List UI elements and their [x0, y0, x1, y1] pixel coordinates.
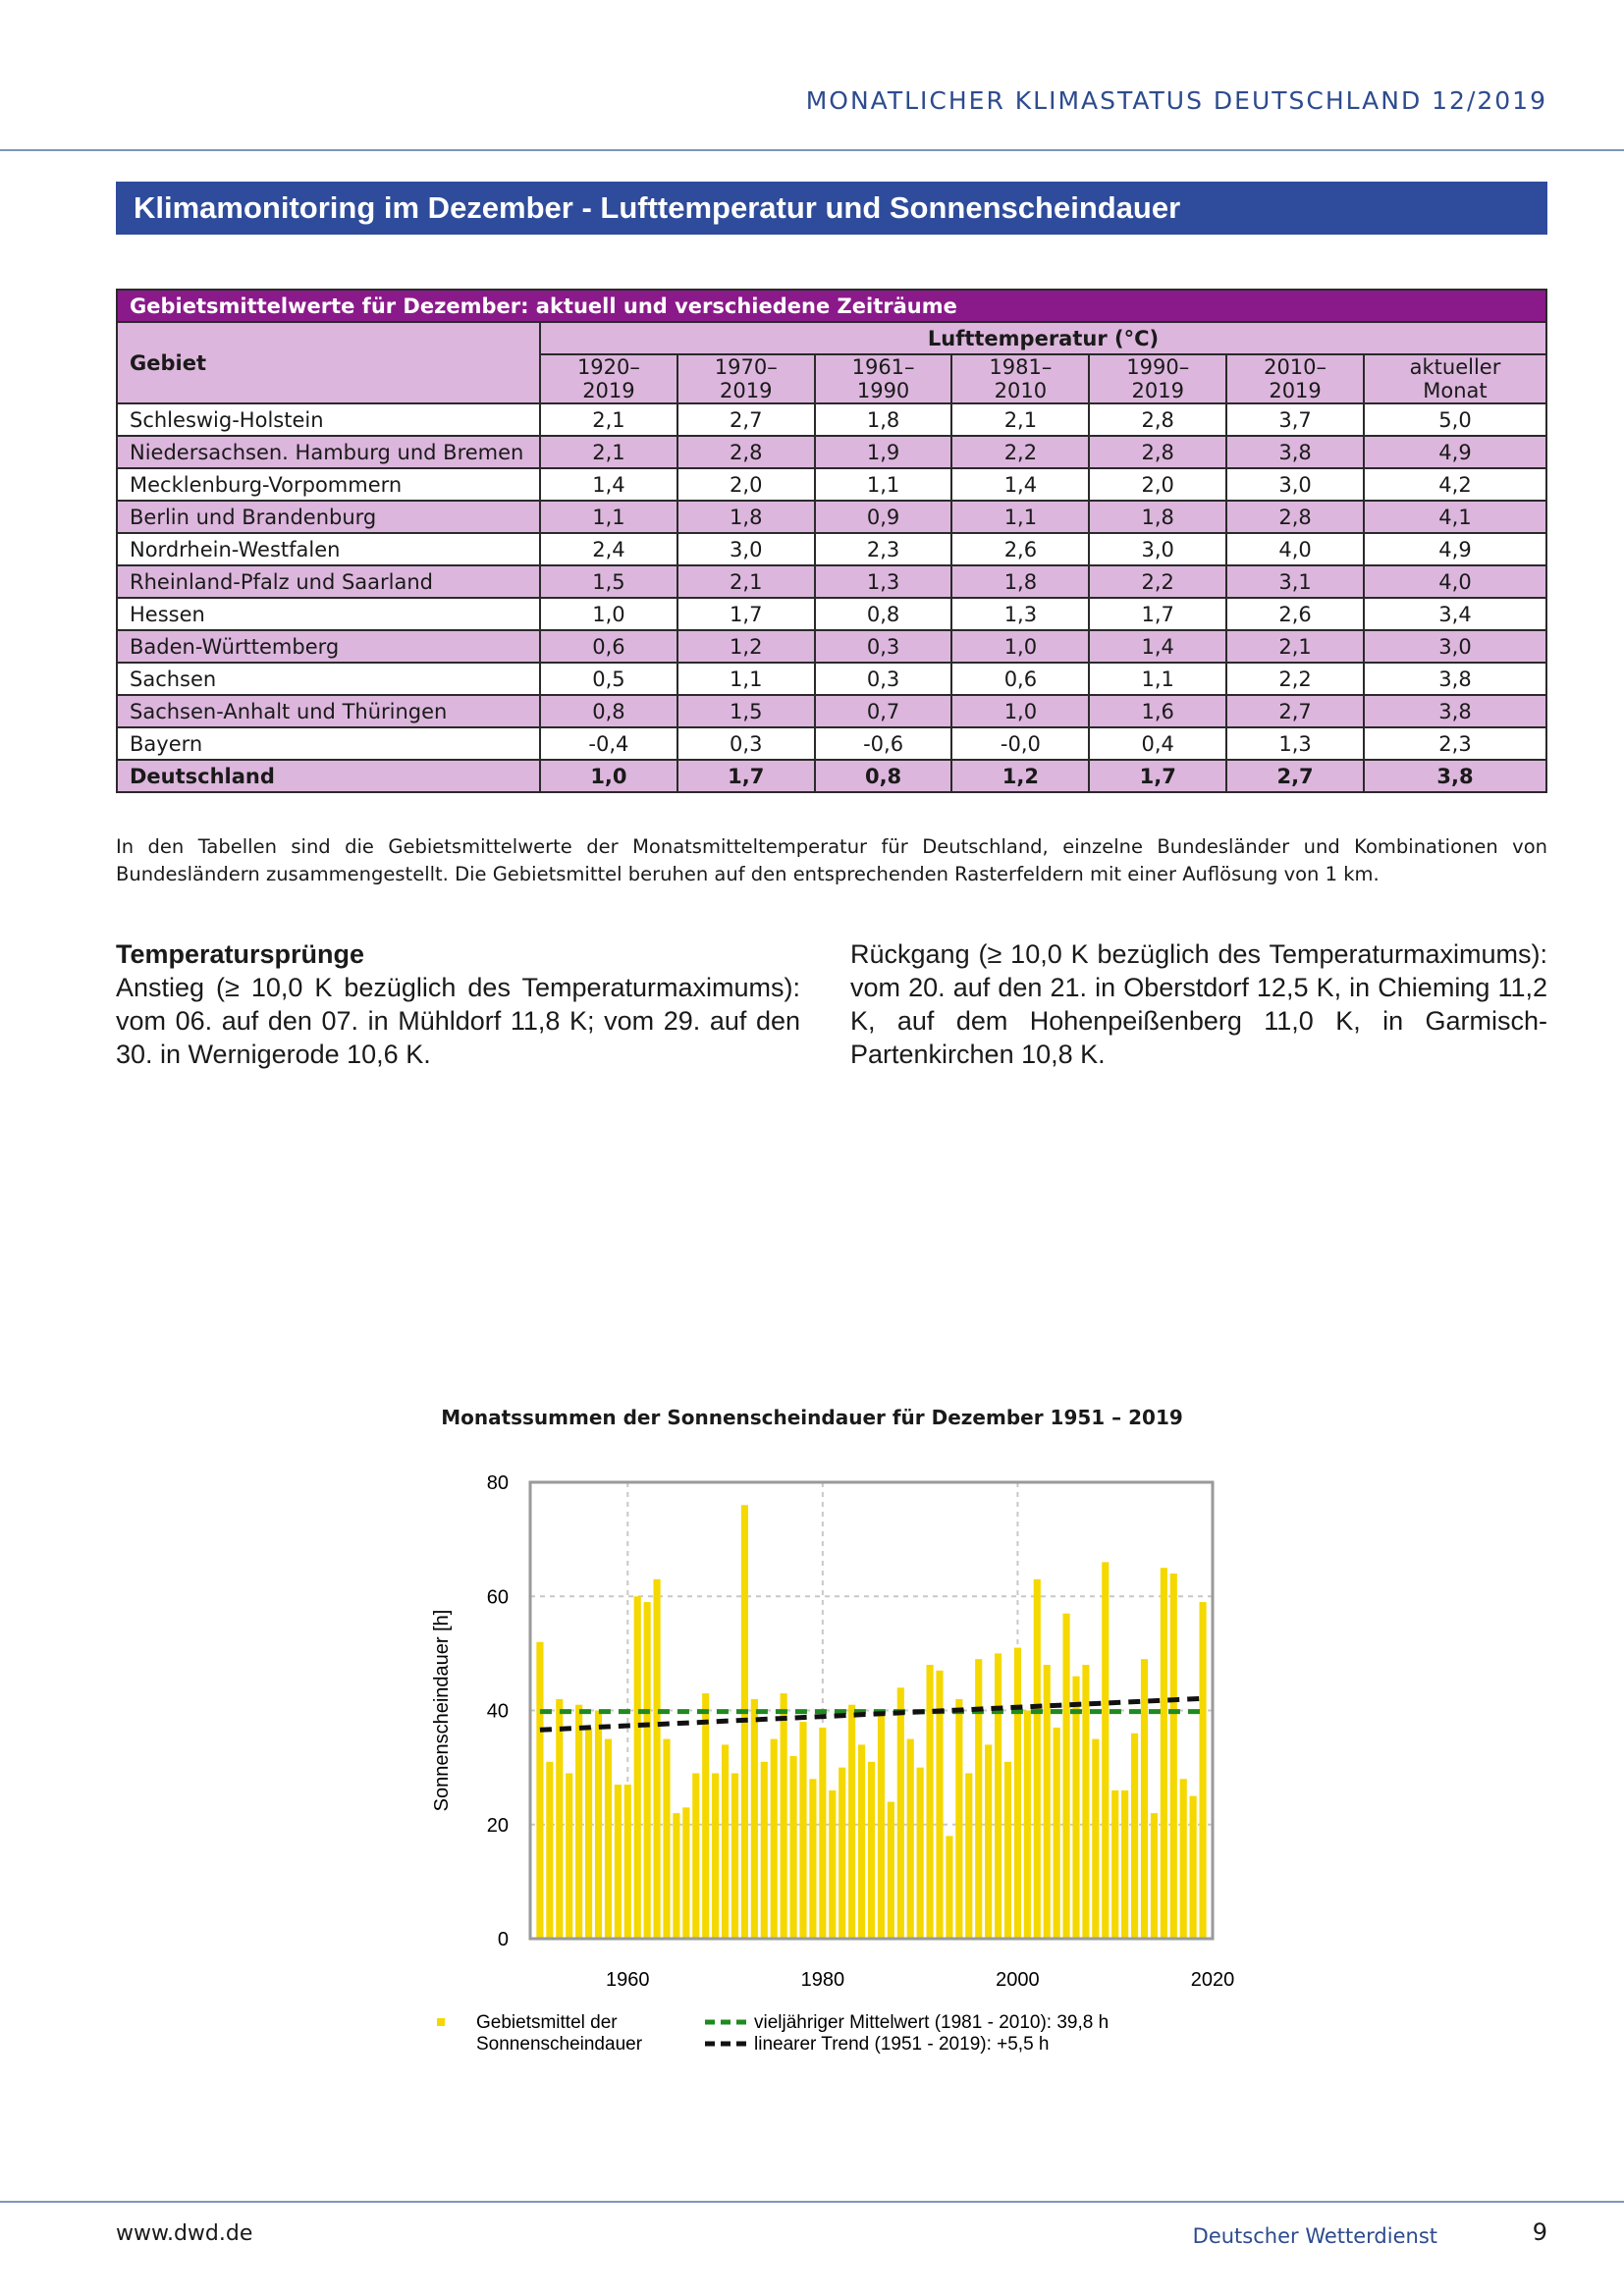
- jumps-rise-column: [116, 937, 800, 1071]
- value-cell: 1,1: [1089, 663, 1226, 695]
- period-column-header: aktueller Monat: [1364, 354, 1546, 403]
- chart-bar: [839, 1768, 845, 1939]
- table-row: [117, 760, 1546, 792]
- chart-bar: [946, 1836, 952, 1939]
- chart-bar: [1004, 1762, 1011, 1939]
- value-cell: 1,0: [951, 695, 1089, 727]
- region-cell: Berlin und Brandenburg: [117, 501, 540, 533]
- x-tick-label: 1960: [606, 1969, 650, 1991]
- legend-label: linearer Trend (1951 - 2019): +5,5 h: [754, 2034, 1050, 2055]
- chart-bar: [1170, 1574, 1177, 1939]
- period-column-header: 1981–2010: [951, 354, 1089, 403]
- chart-bar: [897, 1687, 904, 1939]
- chart-bar: [955, 1699, 962, 1939]
- chart-bar: [536, 1642, 543, 1939]
- chart-bar: [868, 1762, 875, 1939]
- jumps-fall-text: Rückgang (≥ 10,0 K bezüglich des Temperaturmaximums): vom 20. auf den 21. in Oberstdorf 12,5 K, in Chieming 11,2 K, auf dem Hohenpeißenberg 11,0 K, in Garmisch-Partenkirchen 10,8 K.: [850, 939, 1547, 1069]
- value-cell: 2,1: [1226, 630, 1364, 663]
- value-cell: 0,6: [540, 630, 677, 663]
- chart-bar: [1141, 1659, 1148, 1939]
- chart-bar: [878, 1711, 885, 1940]
- value-cell: -0,4: [540, 727, 677, 760]
- table-row: [117, 663, 1546, 695]
- period-column-header: 1961–1990: [815, 354, 952, 403]
- chart-bar: [653, 1579, 660, 1939]
- value-cell: 1,4: [1089, 630, 1226, 663]
- value-cell: 3,0: [1364, 630, 1546, 663]
- jumps-heading: Temperatursprünge: [116, 939, 365, 969]
- chart-bar: [1054, 1728, 1060, 1939]
- table-row: [117, 403, 1546, 436]
- table-caption-row: [117, 290, 1546, 322]
- table-note: In den Tabellen sind die Gebietsmittelwerte der Monatsmitteltemperatur für Deutschland, einzelne Bundesländer und Kombinationen von Bundesländern zusammengestellt. Die Gebietsmittel beruhen auf den entsprechenden Rasterfeldern mit einer Auflösung von 1 km.: [116, 835, 1547, 885]
- chart-bar: [965, 1773, 972, 1939]
- chart-bar: [692, 1773, 699, 1939]
- value-cell: 2,8: [1226, 501, 1364, 533]
- value-cell: 2,0: [1089, 468, 1226, 501]
- value-cell: 1,7: [677, 760, 815, 792]
- value-cell: 0,7: [815, 695, 952, 727]
- chart-title: Monatssummen der Sonnenscheindauer für Dezember 1951 – 2019: [441, 1406, 1183, 1429]
- value-cell: 0,9: [815, 501, 952, 533]
- sunshine-chart: [422, 1453, 1257, 2081]
- y-tick-label: 80: [486, 1472, 509, 1494]
- table-row: [117, 533, 1546, 565]
- value-cell: 3,8: [1364, 695, 1546, 727]
- value-cell: 1,7: [1089, 598, 1226, 630]
- value-cell: 2,3: [815, 533, 952, 565]
- chart-bar: [712, 1773, 719, 1939]
- value-cell: 1,0: [540, 760, 677, 792]
- chart-bar: [575, 1705, 582, 1939]
- value-cell: 2,6: [1226, 598, 1364, 630]
- chart-bar: [799, 1722, 806, 1939]
- jumps-fall-column: [850, 937, 1547, 1071]
- value-cell: 5,0: [1364, 403, 1546, 436]
- value-cell: 2,1: [677, 565, 815, 598]
- value-cell: 0,3: [677, 727, 815, 760]
- value-cell: 3,4: [1364, 598, 1546, 630]
- value-cell: 1,5: [540, 565, 677, 598]
- chart-bar: [761, 1762, 768, 1939]
- chart-bar: [1180, 1779, 1187, 1939]
- region-cell: Niedersachsen. Hamburg und Bremen: [117, 436, 540, 468]
- value-cell: 2,4: [540, 533, 677, 565]
- chart-bar: [1121, 1790, 1128, 1939]
- value-cell: 1,0: [540, 598, 677, 630]
- value-cell: 2,3: [1364, 727, 1546, 760]
- chart-bar: [995, 1653, 1001, 1939]
- table-row: [117, 695, 1546, 727]
- value-cell: 1,3: [1226, 727, 1364, 760]
- chart-bar: [546, 1762, 553, 1939]
- chart-bar: [1199, 1602, 1206, 1939]
- value-cell: 3,0: [677, 533, 815, 565]
- temperature-table: [116, 289, 1547, 793]
- chart-bar: [907, 1739, 914, 1939]
- value-cell: 0,8: [815, 760, 952, 792]
- region-cell: Baden-Württemberg: [117, 630, 540, 663]
- chart-bar: [722, 1744, 729, 1939]
- chart-bar: [702, 1693, 709, 1939]
- chart-bar: [829, 1790, 836, 1939]
- table-row: [117, 501, 1546, 533]
- y-tick-label: 40: [486, 1700, 509, 1723]
- value-cell: 1,1: [951, 501, 1089, 533]
- period-column-header: 1920–2019: [540, 354, 677, 403]
- region-cell: Nordrhein-Westfalen: [117, 533, 540, 565]
- chart-bar: [781, 1693, 787, 1939]
- legend-label: Gebietsmittel der Sonnenscheindauer: [476, 2012, 643, 2055]
- table-row: [117, 468, 1546, 501]
- value-cell: 2,8: [1089, 403, 1226, 436]
- value-cell: 2,1: [540, 436, 677, 468]
- value-cell: 3,0: [1089, 533, 1226, 565]
- value-cell: 1,1: [540, 501, 677, 533]
- chart-bar: [1014, 1648, 1021, 1939]
- chart-bar: [1062, 1614, 1069, 1939]
- value-cell: 0,5: [540, 663, 677, 695]
- region-cell: Deutschland: [117, 760, 540, 792]
- chart-bar: [595, 1711, 602, 1940]
- chart-bar: [985, 1744, 992, 1939]
- value-cell: 0,4: [1089, 727, 1226, 760]
- value-cell: 2,8: [677, 436, 815, 468]
- period-column-header: 2010–2019: [1226, 354, 1364, 403]
- chart-bar: [585, 1728, 592, 1939]
- value-cell: 2,2: [951, 436, 1089, 468]
- chart-bar: [1111, 1790, 1118, 1939]
- value-cell: 1,4: [540, 468, 677, 501]
- y-tick-label: 60: [486, 1586, 509, 1609]
- region-cell: Mecklenburg-Vorpommern: [117, 468, 540, 501]
- table-row: [117, 436, 1546, 468]
- chart-bar: [1161, 1568, 1167, 1939]
- value-cell: 2,2: [1089, 565, 1226, 598]
- temperature-group-header: Lufttemperatur (°C): [540, 322, 1546, 354]
- value-cell: 1,1: [815, 468, 952, 501]
- region-cell: Hessen: [117, 598, 540, 630]
- value-cell: 1,2: [677, 630, 815, 663]
- value-cell: 3,8: [1364, 760, 1546, 792]
- chart-bar: [751, 1699, 758, 1939]
- x-tick-label: 1980: [800, 1969, 845, 1991]
- chart-bar: [731, 1773, 738, 1939]
- value-cell: 2,7: [677, 403, 815, 436]
- value-cell: 3,1: [1226, 565, 1364, 598]
- chart-bar: [556, 1699, 563, 1939]
- y-tick-label: 0: [497, 1929, 509, 1950]
- chart-bar: [644, 1602, 651, 1939]
- value-cell: -0,6: [815, 727, 952, 760]
- chart-bar: [1034, 1579, 1041, 1939]
- value-cell: 1,6: [1089, 695, 1226, 727]
- legend-label: vieljähriger Mittelwert (1981 - 2010): 39,8 h: [754, 2012, 1110, 2033]
- region-cell: Rheinland-Pfalz und Saarland: [117, 565, 540, 598]
- chart-bar: [1151, 1813, 1158, 1939]
- chart-bar: [1024, 1711, 1031, 1940]
- period-column-header: 1970–2019: [677, 354, 815, 403]
- footer-organization: Deutscher Wetterdienst: [1192, 2224, 1437, 2248]
- chart-bar: [615, 1785, 622, 1939]
- value-cell: 1,5: [677, 695, 815, 727]
- section-title: Klimamonitoring im Dezember - Lufttemperatur und Sonnenscheindauer: [116, 182, 1547, 235]
- value-cell: 4,9: [1364, 533, 1546, 565]
- value-cell: 2,7: [1226, 695, 1364, 727]
- value-cell: 1,4: [951, 468, 1089, 501]
- value-cell: 0,8: [815, 598, 952, 630]
- page-number: 9: [1532, 2218, 1547, 2246]
- chart-bar: [566, 1773, 572, 1939]
- value-cell: 1,3: [951, 598, 1089, 630]
- region-cell: Sachsen: [117, 663, 540, 695]
- chart-bar: [771, 1739, 778, 1939]
- chart-bar: [858, 1744, 865, 1939]
- value-cell: 2,0: [677, 468, 815, 501]
- chart-bar: [673, 1813, 679, 1939]
- value-cell: 4,1: [1364, 501, 1546, 533]
- chart-bar: [789, 1756, 796, 1939]
- value-cell: 1,7: [677, 598, 815, 630]
- value-cell: 1,2: [951, 760, 1089, 792]
- chart-bar: [819, 1728, 826, 1939]
- chart-bar: [1092, 1739, 1099, 1939]
- chart-bar: [1131, 1734, 1138, 1939]
- chart-bar: [624, 1785, 631, 1939]
- jumps-rise-text: Anstieg (≥ 10,0 K bezüglich des Temperaturmaximums): vom 06. auf den 07. in Mühldorf 11,8 K; vom 29. auf den 30. in Wernigerode 10,6 K.: [116, 973, 800, 1069]
- chart-bar: [682, 1807, 689, 1939]
- chart-bar: [634, 1596, 641, 1939]
- value-cell: 2,2: [1226, 663, 1364, 695]
- region-cell: Sachsen-Anhalt und Thüringen: [117, 695, 540, 727]
- value-cell: 2,6: [951, 533, 1089, 565]
- value-cell: 1,8: [815, 403, 952, 436]
- page-header-title: MONATLICHER KLIMASTATUS DEUTSCHLAND 12/2019: [805, 86, 1547, 115]
- chart-bar: [975, 1659, 982, 1939]
- y-tick-label: 20: [486, 1814, 509, 1837]
- value-cell: 0,3: [815, 630, 952, 663]
- chart-bar: [663, 1739, 670, 1939]
- value-cell: 0,8: [540, 695, 677, 727]
- value-cell: 2,8: [1089, 436, 1226, 468]
- table-caption: Gebietsmittelwerte für Dezember: aktuell und verschiedene Zeiträume: [117, 290, 1546, 322]
- footer-rule: [0, 2201, 1624, 2203]
- value-cell: 4,0: [1226, 533, 1364, 565]
- value-cell: 3,8: [1364, 663, 1546, 695]
- chart-bar: [1190, 1796, 1197, 1939]
- region-cell: Schleswig-Holstein: [117, 403, 540, 436]
- chart-bar: [809, 1779, 816, 1939]
- value-cell: 4,2: [1364, 468, 1546, 501]
- value-cell: 1,8: [677, 501, 815, 533]
- value-cell: 0,6: [951, 663, 1089, 695]
- chart-bar: [1082, 1665, 1089, 1939]
- chart-bar: [1072, 1677, 1079, 1939]
- x-tick-label: 2020: [1190, 1969, 1235, 1991]
- value-cell: 2,7: [1226, 760, 1364, 792]
- value-cell: 1,0: [951, 630, 1089, 663]
- value-cell: 3,7: [1226, 403, 1364, 436]
- value-cell: 4,9: [1364, 436, 1546, 468]
- value-cell: 2,1: [951, 403, 1089, 436]
- value-cell: 1,9: [815, 436, 952, 468]
- value-cell: 1,7: [1089, 760, 1226, 792]
- x-tick-label: 2000: [996, 1969, 1040, 1991]
- table-row: [117, 598, 1546, 630]
- footer-url[interactable]: www.dwd.de: [116, 2221, 253, 2246]
- value-cell: -0,0: [951, 727, 1089, 760]
- chart-bar: [848, 1705, 855, 1939]
- value-cell: 1,8: [1089, 501, 1226, 533]
- value-cell: 1,1: [677, 663, 815, 695]
- value-cell: 1,8: [951, 565, 1089, 598]
- legend-marker: [437, 2018, 445, 2026]
- chart-bar: [1044, 1665, 1051, 1939]
- region-column-header: Gebiet: [117, 322, 540, 403]
- value-cell: 1,3: [815, 565, 952, 598]
- value-cell: 3,8: [1226, 436, 1364, 468]
- value-cell: 2,1: [540, 403, 677, 436]
- table-row: [117, 565, 1546, 598]
- value-cell: 3,0: [1226, 468, 1364, 501]
- chart-bar: [888, 1802, 894, 1940]
- chart-bar: [926, 1665, 933, 1939]
- chart-bar: [917, 1768, 924, 1939]
- chart-bar: [1102, 1562, 1109, 1939]
- table-header-row: [117, 322, 1546, 354]
- chart-bar: [605, 1739, 612, 1939]
- value-cell: 0,3: [815, 663, 952, 695]
- period-column-header: 1990–2019: [1089, 354, 1226, 403]
- region-cell: Bayern: [117, 727, 540, 760]
- value-cell: 4,0: [1364, 565, 1546, 598]
- table-row: [117, 727, 1546, 760]
- header-rule: [0, 149, 1624, 151]
- y-axis-label: Sonnenscheindauer [h]: [431, 1609, 453, 1812]
- table-row: [117, 630, 1546, 663]
